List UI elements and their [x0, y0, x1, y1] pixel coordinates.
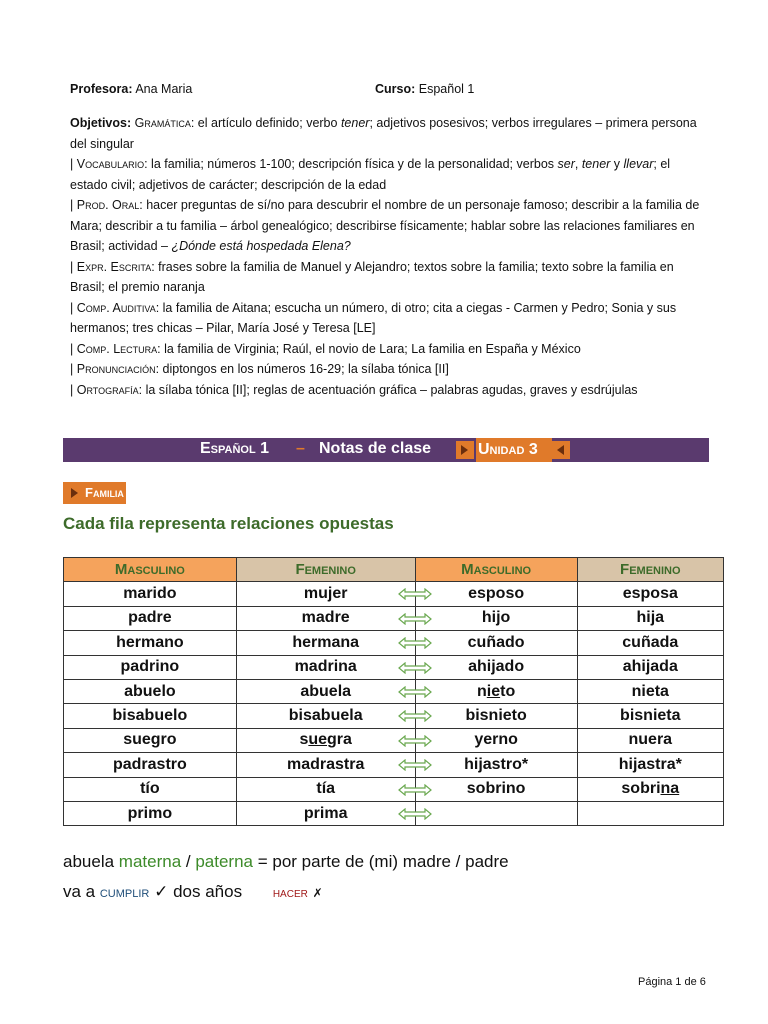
gramatica-text-a: : el artículo definido; verbo — [190, 116, 341, 130]
table-subtitle: Cada fila representa relaciones opuestas — [63, 514, 394, 533]
banner-unit: Unidad 3 — [476, 438, 552, 462]
table-row — [64, 679, 724, 703]
table-cell: sobrina — [577, 777, 723, 801]
expr-escrita-label: Expr. Escrita — [76, 259, 152, 274]
table-cell: nieta — [577, 679, 723, 703]
note-text: va a — [63, 882, 100, 901]
table-cell: hija — [577, 606, 723, 630]
double-arrow-icon — [398, 612, 432, 624]
table-cell: cuñada — [577, 631, 723, 655]
teacher-line — [70, 82, 192, 96]
note-cumplir-word: cumplir — [99, 884, 150, 901]
table-cell: hijo — [415, 606, 577, 630]
double-arrow-icon — [398, 709, 432, 721]
table-cell: primo — [64, 801, 237, 825]
section-tag-familia: Familia — [63, 482, 126, 504]
double-arrow-icon — [398, 807, 432, 819]
table-cell: tío — [64, 777, 237, 801]
check-icon: ✓ — [154, 882, 169, 901]
table-cell: ahijado — [415, 655, 577, 679]
separator: | — [70, 382, 77, 397]
table-cell: madrina — [236, 655, 415, 679]
pronunciacion-text: : diptongos en los números 16-29; la sílaba tónica [II] — [155, 362, 449, 376]
note-cumplir — [63, 882, 323, 902]
table-row — [64, 777, 724, 801]
table-cell: esposa — [577, 582, 723, 606]
double-arrow-icon — [398, 661, 432, 673]
relations-table — [63, 557, 724, 826]
separator: | — [70, 157, 77, 171]
table-cell: bisabuela — [236, 704, 415, 728]
note-text: = por parte de (mi) madre / padre — [253, 852, 509, 871]
table-cell: hijastro* — [415, 753, 577, 777]
table-row — [64, 753, 724, 777]
table-row — [64, 631, 724, 655]
triangle-right-icon — [456, 441, 474, 459]
gramatica-tener: tener — [340, 116, 370, 130]
course-line — [375, 82, 474, 96]
teacher-label: Profesora: — [70, 82, 133, 96]
table-cell: bisnieta — [577, 704, 723, 728]
table-cell: padrastro — [64, 753, 237, 777]
gramatica-text-b: ; adjetivos posesivos; verbos irregulares – primera persona del singular — [70, 116, 697, 151]
separator: | — [70, 259, 77, 274]
table-cell: yerno — [415, 728, 577, 752]
table-cell: bisabuelo — [64, 704, 237, 728]
objectives-pronunciacion — [70, 359, 705, 380]
vocabulario-tener: tener — [581, 157, 611, 171]
table-row — [64, 655, 724, 679]
expr-escrita-text: : frases sobre la familia de Manuel y Alejandro; textos sobre la familia; texto sobre la familia en Brasil; el premio naranja — [70, 259, 674, 294]
vocabulario-text-b: ; el estado civil; adjetivos de carácter; descripción de la edad — [70, 157, 671, 192]
note-abuela — [63, 852, 509, 872]
comp-auditiva-text: : la familia de Aitana; escucha un número, di otro; cita a ciegas - Carmen y Pedro; Sonia y sus hermanos; tres chicas – Pilar, María José y Teresa [LE] — [70, 300, 677, 335]
vocabulario-ser: ser — [557, 157, 575, 171]
separator: | — [70, 341, 77, 356]
banner-notes: Notas de clase — [319, 440, 432, 457]
objectives-vocabulario: | Vocabulario: la familia; números 1-100; descripción física y de la personalidad; verbos ser, tener y llevar; el estado civil; adjetivos de carácter; descripción de la edad — [70, 157, 671, 192]
header-femenino: Femenino — [236, 558, 415, 582]
prod-oral-text: : hacer preguntas de sí/no para descubrir el nombre de un personaje famoso; describir a la familia de Mara; describir a tu familia – árbol genealógico; describirse físicamente; hablar sobre las relaciones familiares en Brasil; actividad – — [70, 198, 700, 253]
vocabulario-text-a: : la familia; números 1-100; descripción física y de la personalidad; verbos — [144, 157, 558, 171]
separator: | — [70, 300, 77, 315]
note-hacer-word: hacer — [272, 884, 308, 900]
table-row — [64, 704, 724, 728]
table-cell: bisnieto — [415, 704, 577, 728]
note-text: dos años — [168, 882, 243, 901]
table-cell: abuelo — [64, 679, 237, 703]
course-label: Curso: — [375, 82, 416, 96]
course-name: Español 1 — [418, 82, 475, 96]
table-cell: hermano — [64, 631, 237, 655]
note-slash: / — [181, 852, 196, 871]
vocabulario-label: Vocabulario — [76, 157, 145, 171]
double-arrow-icon — [398, 783, 432, 795]
objectives-comp-auditiva — [70, 298, 705, 339]
objectives-ortografia — [70, 380, 705, 401]
table-cell: tía — [236, 777, 415, 801]
separator: | — [70, 198, 77, 212]
section-banner — [63, 438, 709, 462]
prod-oral-label: Prod. Oral — [76, 198, 140, 212]
double-arrow-icon — [398, 734, 432, 746]
note-materna: materna — [118, 852, 182, 871]
banner-title: Español 1 — [200, 440, 270, 457]
separator: | — [70, 362, 77, 376]
comp-lectura-label: Comp. Lectura — [76, 341, 158, 356]
objectives-prod-oral — [70, 195, 705, 257]
objectives-expr-escrita — [70, 257, 705, 298]
objectives — [70, 113, 705, 400]
table-row — [64, 606, 724, 630]
table-cell: madrastra — [236, 753, 415, 777]
header-masculino: Masculino — [64, 558, 237, 582]
gramatica-label: Gramática — [134, 116, 191, 130]
page-number: Página 1 de 6 — [638, 976, 706, 988]
table-cell: madre — [236, 606, 415, 630]
comp-lectura-text: : la familia de Virginia; Raúl, el novio de Lara; La familia en España y México — [157, 341, 581, 356]
double-arrow-icon — [398, 587, 432, 599]
table-cell: padrino — [64, 655, 237, 679]
double-arrow-icon — [398, 758, 432, 770]
prod-oral-activity: ¿Dónde está hospedada Elena? — [171, 239, 351, 253]
vocabulario-llevar: llevar — [623, 157, 654, 171]
cross-icon: ✗ — [312, 886, 323, 900]
table-cell: esposo — [415, 582, 577, 606]
table-header-row — [64, 558, 724, 582]
teacher-name: Ana Maria — [135, 82, 193, 96]
pronunciacion-label: Pronunciación — [76, 362, 156, 376]
vocabulario-y: y — [610, 157, 624, 171]
triangle-left-icon — [552, 441, 570, 459]
banner-dash: – — [296, 440, 305, 457]
table-cell: cuñado — [415, 631, 577, 655]
header-femenino: Femenino — [577, 558, 723, 582]
table-cell: ahijada — [577, 655, 723, 679]
table-cell: suegra — [236, 728, 415, 752]
table-cell: abuela — [236, 679, 415, 703]
table-cell: nieto — [415, 679, 577, 703]
table-cell: marido — [64, 582, 237, 606]
note-paterna: paterna — [195, 852, 253, 871]
header-masculino: Masculino — [415, 558, 577, 582]
table-cell: nuera — [577, 728, 723, 752]
double-arrow-icon — [398, 685, 432, 697]
note-text: abuela — [63, 852, 119, 871]
comp-auditiva-label: Comp. Auditiva — [76, 300, 156, 315]
table-row — [64, 728, 724, 752]
table-cell — [415, 801, 577, 825]
table-cell: hermana — [236, 631, 415, 655]
table-cell: hijastra* — [577, 753, 723, 777]
table-row — [64, 801, 724, 825]
objectives-label: Objetivos: — [70, 116, 132, 130]
ortografia-label: Ortografía — [76, 382, 139, 397]
double-arrow-icon — [398, 636, 432, 648]
table-cell: mujer — [236, 582, 415, 606]
ortografia-text: : la sílaba tónica [II]; reglas de acentuación gráfica – palabras agudas, graves y esdrújulas — [138, 382, 638, 397]
table-cell: prima — [236, 801, 415, 825]
table-cell: suegro — [64, 728, 237, 752]
table-cell: padre — [64, 606, 237, 630]
objectives-gramatica — [70, 113, 705, 154]
table-cell — [577, 801, 723, 825]
table-row — [64, 582, 724, 606]
table-cell: sobrino — [415, 777, 577, 801]
objectives-comp-lectura — [70, 339, 705, 360]
